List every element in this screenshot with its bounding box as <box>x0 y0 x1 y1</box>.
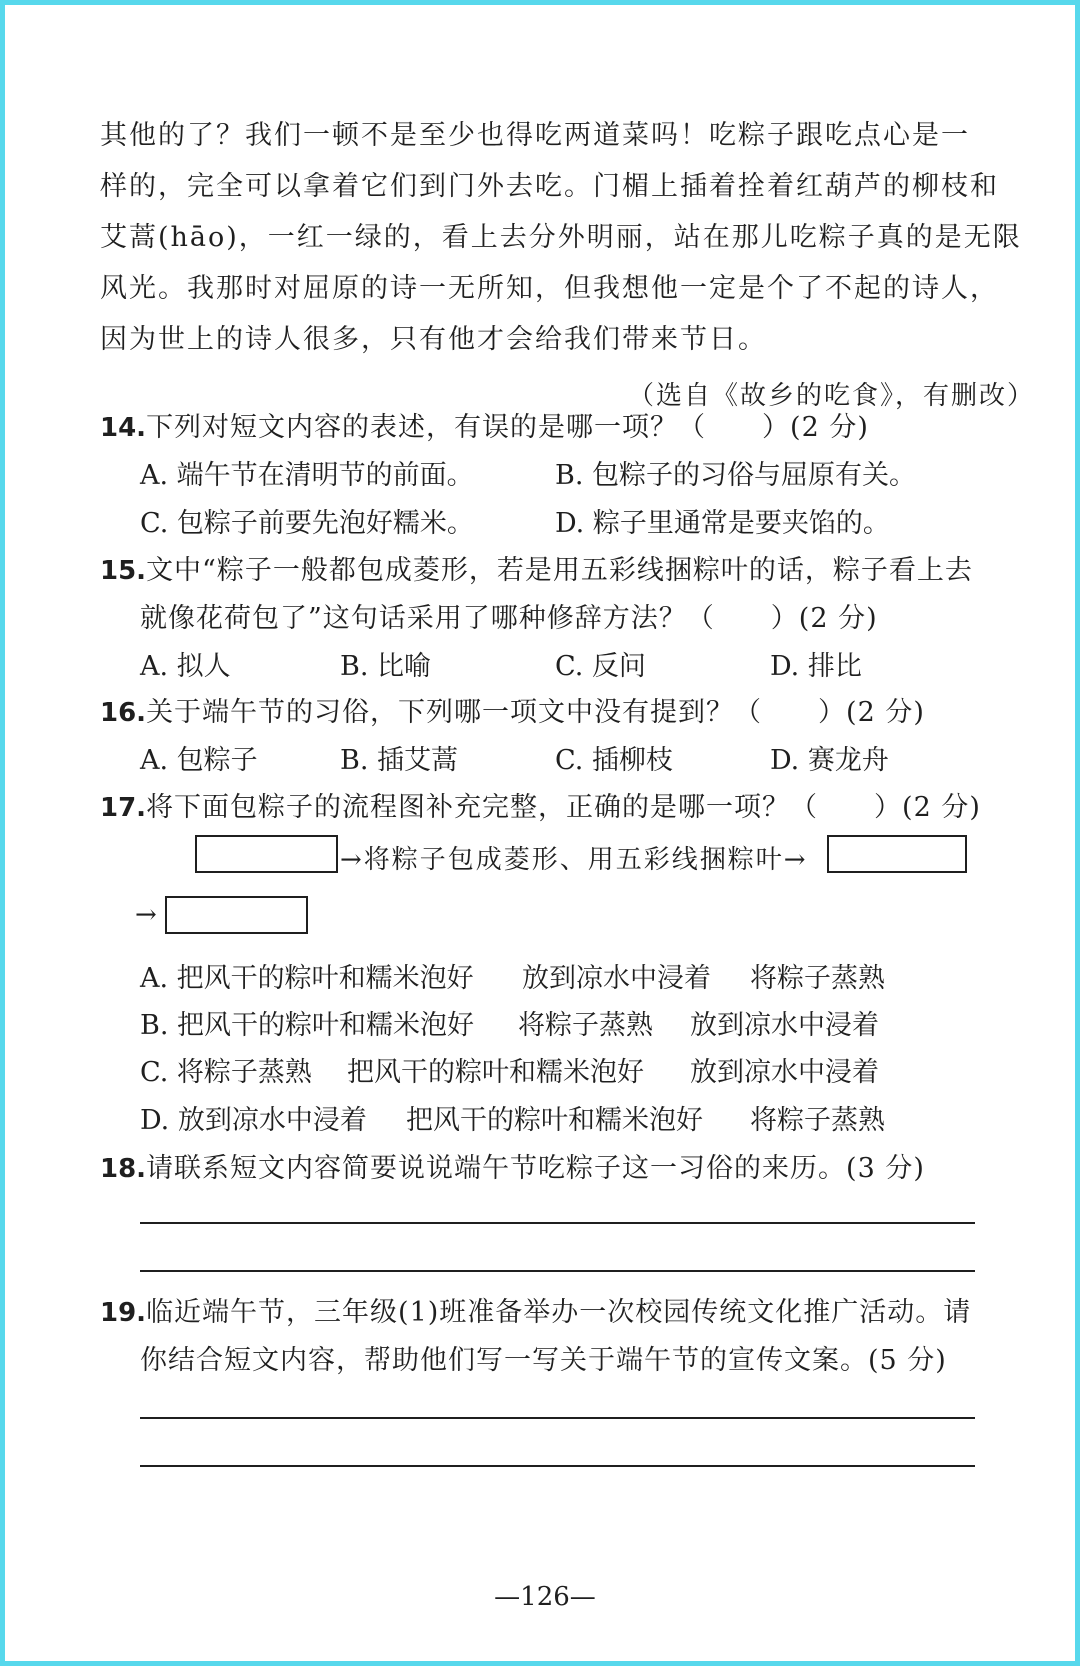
question-text: 临近端午节，三年级(1)班准备举办一次校园传统文化推广活动。请 <box>146 1297 972 1328</box>
q17-option-a-step2: 放到凉水中浸着 <box>522 963 711 994</box>
question-text: 下列对短文内容的表述，有误的是哪一项？（ ）(2 分) <box>146 412 869 443</box>
q15-option-d[interactable]: D. 排比 <box>770 651 862 682</box>
question-18 <box>100 1146 925 1185</box>
flow-middle-step: →将粽子包成菱形、用五彩线捆粽叶→ <box>340 845 808 875</box>
passage-text <box>100 110 1030 365</box>
passage-line: 其他的了？我们一顿不是至少也得吃两道菜吗！吃粽子跟吃点心是一 <box>100 120 970 151</box>
q14-option-d[interactable]: D. 粽子里通常是要夹馅的。 <box>555 508 890 539</box>
q17-option-c-step2: 把风干的粽叶和糯米泡好 <box>347 1057 644 1088</box>
question-number: 19. <box>100 1298 147 1328</box>
question-15 <box>100 548 973 587</box>
answer-line-q18-1[interactable] <box>140 1222 975 1224</box>
q17-option-d-step2: 把风干的粽叶和糯米泡好 <box>406 1105 703 1136</box>
q15-option-b[interactable]: B. 比喻 <box>340 651 432 682</box>
question-19-line2: 你结合短文内容，帮助他们写一写关于端午节的宣传文案。(5 分) <box>140 1345 947 1376</box>
q16-option-b[interactable]: B. 插艾蒿 <box>340 745 459 776</box>
passage-line: 因为世上的诗人很多，只有他才会给我们带来节日。 <box>100 324 767 355</box>
q17-option-c-step1[interactable]: C. 将粽子蒸熟 <box>140 1057 312 1088</box>
q14-option-b[interactable]: B. 包粽子的习俗与屈原有关。 <box>555 460 917 491</box>
q17-option-a-step1[interactable]: A. 把风干的粽叶和糯米泡好 <box>140 963 474 994</box>
flow-blank-box-1[interactable] <box>195 835 338 873</box>
q15-option-c[interactable]: C. 反问 <box>555 651 646 682</box>
question-text: 关于端午节的习俗，下列哪一项文中没有提到？（ ）(2 分) <box>146 697 925 728</box>
q16-option-d[interactable]: D. 赛龙舟 <box>770 745 889 776</box>
question-number: 17. <box>100 793 147 823</box>
question-19 <box>100 1290 971 1329</box>
flow-arrow: → <box>135 900 159 930</box>
answer-line-q19-2[interactable] <box>140 1465 975 1467</box>
passage-line: 样的，完全可以拿着它们到门外去吃。门楣上插着拴着红葫芦的柳枝和 <box>100 171 999 202</box>
question-text: 将下面包粽子的流程图补充完整，正确的是哪一项？（ ）(2 分) <box>146 792 981 823</box>
question-number: 18. <box>100 1154 147 1184</box>
question-16 <box>100 690 925 729</box>
question-number: 14. <box>100 413 147 443</box>
page-number: —126— <box>494 1582 596 1612</box>
question-17 <box>100 785 981 824</box>
question-number: 16. <box>100 698 147 728</box>
q16-option-c[interactable]: C. 插柳枝 <box>555 745 673 776</box>
question-15-line2: 就像花荷包了”这句话采用了哪种修辞方法？（ ）(2 分) <box>140 603 878 634</box>
exam-page <box>10 10 1080 1666</box>
flow-blank-box-3[interactable] <box>165 896 308 934</box>
answer-line-q18-2[interactable] <box>140 1270 975 1272</box>
passage-line: 艾蒿(hāo)，一红一绿的，看上去分外明丽，站在那儿吃粽子真的是无限 <box>100 222 1022 253</box>
q14-option-c[interactable]: C. 包粽子前要先泡好糯米。 <box>140 508 474 539</box>
q16-option-a[interactable]: A. 包粽子 <box>140 745 258 776</box>
q17-option-b-step3: 放到凉水中浸着 <box>690 1010 879 1041</box>
question-text: 文中“粽子一般都包成菱形，若是用五彩线捆粽叶的话，粽子看上去 <box>146 555 973 586</box>
q17-option-d-step1[interactable]: D. 放到凉水中浸着 <box>140 1105 367 1136</box>
flow-blank-box-2[interactable] <box>827 835 967 873</box>
passage-source: （选自《故乡的吃食》，有删改） <box>627 381 1035 411</box>
question-number: 15. <box>100 556 147 586</box>
q14-option-a[interactable]: A. 端午节在清明节的前面。 <box>140 460 474 491</box>
passage-line: 风光。我那时对屈原的诗一无所知，但我想他一定是个了不起的诗人， <box>100 273 999 304</box>
q17-option-b-step1[interactable]: B. 把风干的粽叶和糯米泡好 <box>140 1010 475 1041</box>
q15-option-a[interactable]: A. 拟人 <box>140 651 231 682</box>
q17-option-c-step3: 放到凉水中浸着 <box>690 1057 879 1088</box>
question-text: 请联系短文内容简要说说端午节吃粽子这一习俗的来历。(3 分) <box>146 1153 925 1184</box>
q17-option-b-step2: 将粽子蒸熟 <box>518 1010 653 1041</box>
q17-option-d-step3: 将粽子蒸熟 <box>750 1105 885 1136</box>
question-14 <box>100 405 869 444</box>
q17-option-a-step3: 将粽子蒸熟 <box>750 963 885 994</box>
answer-line-q19-1[interactable] <box>140 1417 975 1419</box>
